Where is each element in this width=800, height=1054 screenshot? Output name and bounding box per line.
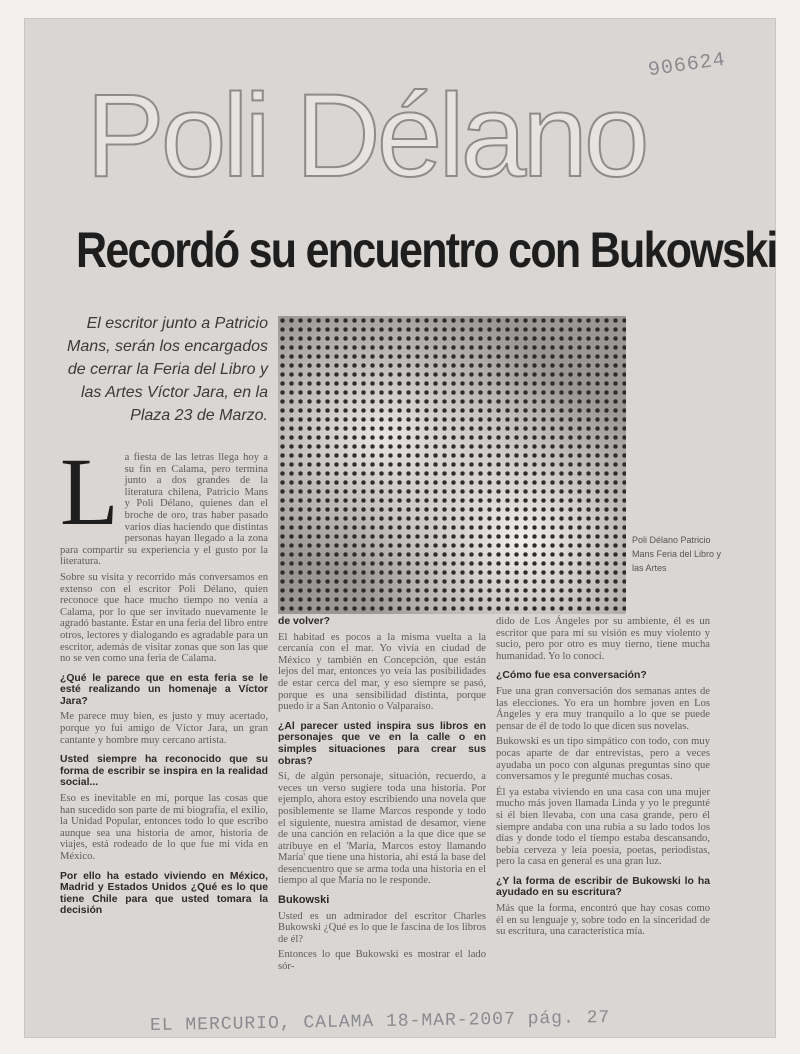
- paragraph: dido de Los Ángeles por su ambiente, él es un escritor que para mí su visión es muy violento y sucio, pero por otro es muy tierno, tiene mucha humanidad. Yo lo conocí.: [496, 616, 710, 662]
- article-column-3: [496, 616, 710, 942]
- article-deck: El escritor junto a Patricio Mans, serán los encargados de cerrar la Feria del Libro y las Artes Víctor Jara, en la Plaza 23 de Marzo.: [67, 315, 268, 424]
- archive-reference-number: 906624: [646, 48, 728, 83]
- paragraph: Bukowski es un tipo simpático con todo, con muy pocas aparte de dar entrevistas, pero a veces ayudaba un poco con algunas preguntas sino que conversamos y le pregunté muchas cosas.: [496, 736, 710, 783]
- interview-question: Por ello ha estado viviendo en México, Madrid y Estados Unidos ¿Qué es lo que tiene Chile para que usted tomara la decisión: [60, 870, 268, 917]
- article-headline: Recordó su encuentro con Bukowski: [76, 222, 777, 278]
- paragraph: Eso es inevitable en mí, porque las cosas que han sucedido son parte de mi biografía, el exilio, la Unidad Popular, entonces todo lo que escribo aunque sea una historia de amor, historia de viajes, está rodeado de lo que fue mi vida en México.: [60, 793, 268, 862]
- interview-question: ¿Cómo fue esa conversación?: [496, 670, 647, 682]
- interview-question: Usted siempre ha reconocido que su forma de escribir se inspira en la realidad social...: [60, 754, 268, 789]
- photo-caption: Poli Délano Patricio Mans Feria del Libro y las Artes: [632, 535, 722, 573]
- interview-question: de volver?: [278, 616, 330, 627]
- handwritten-source-note: EL MERCURIO, CALAMA 18-MAR-2007 pág. 27: [149, 1007, 611, 1037]
- paragraph: a fiesta de las letras llega hoy a su fin en Calama, pero termina junto a dos grandes de la literatura chilena, Patricio Mans y Poli Délano, quienes dan el broche de oro, tras haber pasado varios días haciendo que distintas personas hayan llegado a la zona para compartir su experiencia y el gusto por la literatura.: [60, 452, 268, 568]
- paragraph: Sobre su visita y recorrido más conversamos en extenso con el escritor Poli Délano, quien reconoce que hace mucho tiempo no venía a Calama, por lo que ser invitado nuevamente le agradó bastante. Estar en una feria del libro entre otros, lectores y dialogando es agradable para un escritor, además de visitar zonas que son las que no se ven como una feria de Calama.: [60, 571, 268, 665]
- paragraph: Más que la forma, encontró que hay cosas como él en su lenguaje y, sobre todo en la sinceridad de su escritura, una característica mía.: [496, 903, 710, 938]
- paragraph: Me parece muy bien, es justo y muy acertado, porque yo fui amigo de Víctor Jara, un gran cantante y hombre muy cercano artista.: [60, 711, 268, 746]
- paragraph: Entonces lo que Bukowski es mostrar el lado sór-: [278, 949, 486, 973]
- paragraph: Fue una gran conversación dos semanas antes de las elecciones. Yo era un hombre joven en Los Ángeles y era muy tranquilo a lo que se puede pensar de él de todo lo que dicen sus novelas.: [496, 685, 710, 732]
- article-photo: [278, 316, 626, 614]
- interview-question: ¿Al parecer usted inspira sus libros en personajes que ve en la calle o en simples situaciones para crear sus obras?: [278, 720, 486, 767]
- paragraph: Él ya estaba viviendo en una casa con una mujer mucho más joven llamada Linda y yo le pregunté si él bien llevaba, con una casa grande, pero él siempre andaba con una rubia a su lado todos los días y donde todo el tiempo estaba descansando, bebía cerveza y leía poesía, poetas, periodistas, pero la casa en general es una gran luz.: [496, 786, 710, 868]
- paragraph: Usted es un admirador del escritor Charles Bukowski ¿Qué es lo que le fascina de los libros de él?: [278, 910, 486, 945]
- article-column-2: [278, 616, 486, 977]
- article-column-1: [60, 438, 268, 921]
- subheading: Bukowski: [278, 894, 330, 907]
- drop-cap: L: [60, 438, 119, 545]
- section-masthead: Poli Délano: [86, 70, 646, 202]
- interview-question: ¿Y la forma de escribir de Bukowski lo ha ayudado en su escritura?: [496, 875, 710, 899]
- paragraph: El habitad es pocos a la misma vuelta a la cercanía con el mar. Yo vivía en ciudad de México y también en Concepción, que están lejos del mar, entonces yo veía las posibilidades de estar cerca del mar, y eso siempre se pasó, porque es una sensibilidad distinta, porque puedo ir a San Antonio o Valparaíso.: [278, 631, 486, 713]
- interview-question: ¿Qué le parece que en esta feria se le esté realizando un homenaje a Víctor Jara?: [60, 672, 268, 707]
- paragraph: Sí, de algún personaje, situación, recuerdo, a veces un verso sugiere toda una historia. Por ejemplo, ahora estoy escribiendo una novela que posiblemente se llame Marcos responde y todo el siguiente, nuestra amistad de desamor, viene de una canción en relación a la que dice que se atribuye en el 'María, Marcos estoy llamando María' que tiene una historia, ahí está la base del desencuentro que se arma toda una historia en el tiempo al que María no le responde.: [278, 771, 486, 887]
